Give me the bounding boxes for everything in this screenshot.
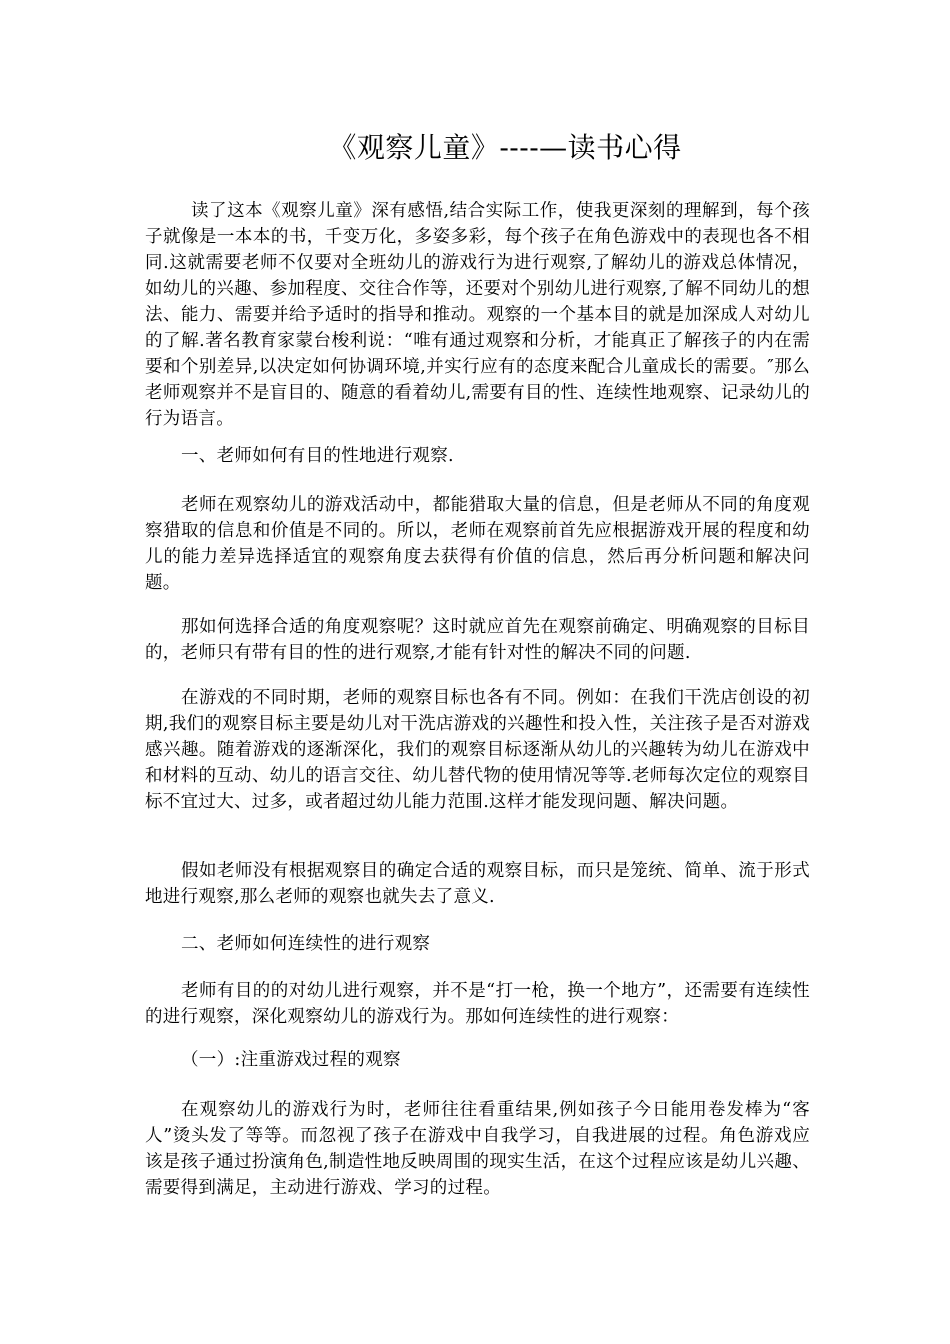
- document-title: 《观察儿童》----—读书心得: [328, 131, 682, 164]
- section-heading-2: 二、老师如何连续性的进行观察: [181, 934, 431, 954]
- paragraph: 假如老师没有根据观察目的确定合适的观察目标，而只是笼统、简单、流于形式地进行观察,那么老师的观察也就失去了意义.: [145, 861, 810, 907]
- paragraph: 老师有目的的对幼儿进行观察，并不是“打一枪，换一个地方”，还需要有连续性的进行观察，深化观察幼儿的游戏行为。那如何连续性的进行观察：: [145, 981, 810, 1027]
- paragraph: 那如何选择合适的角度观察呢？这时就应首先在观察前确定、明确观察的目标目的，老师只有带有目的性的进行观察,才能有针对性的解决不同的问题.: [145, 617, 810, 663]
- paragraph-intro: 读了这本《观察儿童》深有感悟,结合实际工作，使我更深刻的理解到，每个孩子就像是一本本的书，千变万化，多姿多彩，每个孩子在角色游戏中的表现也各不相同.这就需要老师不仅要对全班幼儿的游戏行为进行观察,了解幼儿的游戏总体情况，如幼儿的兴趣、参加程度、交往合作等，还要对个别幼儿进行观察,了解不同幼儿的想法、能力、需要并给予适时的指导和推动。观察的一个基本目的就是加深成人对幼儿的了解.著名教育家蒙台梭利说：“唯有通过观察和分析，才能真正了解孩子的内在需要和个别差异,以决定如何协调环境,并实行应有的态度来配合儿童成长的需要。″那么老师观察并不是盲目的、随意的看着幼儿,需要有目的性、连续性地观察、记录幼儿的行为语言。: [145, 201, 810, 429]
- section-heading-1: 一、老师如何有目的性地进行观察.: [181, 446, 454, 466]
- subsection-heading: （一）:注重游戏过程的观察: [181, 1050, 401, 1070]
- paragraph: 老师在观察幼儿的游戏活动中，都能猎取大量的信息，但是老师从不同的角度观察猎取的信息和价值是不同的。所以，老师在观察前首先应根据游戏开展的程度和幼儿的能力差异选择适宜的观察角度去获得有价值的信息，然后再分析问题和解决问题。: [145, 495, 810, 593]
- paragraph: 在游戏的不同时期，老师的观察目标也各有不同。例如：在我们干洗店创设的初期,我们的观察目标主要是幼儿对干洗店游戏的兴趣性和投入性，关注孩子是否对游戏感兴趣。随着游戏的逐渐深化，我们的观察目标逐渐从幼儿的兴趣转为幼儿在游戏中和材料的互动、幼儿的语言交往、幼儿替代物的使用情况等等.老师每次定位的观察目标不宜过大、过多，或者超过幼儿能力范围.这样才能发现问题、解决问题。: [145, 688, 810, 812]
- paragraph: 在观察幼儿的游戏行为时，老师往往看重结果,例如孩子今日能用卷发棒为“客人”烫头发了等等。而忽视了孩子在游戏中自我学习，自我进展的过程。角色游戏应该是孩子通过扮演角色,制造性地反映周围的现实生活，在这个过程应该是幼儿兴趣、需要得到满足，主动进行游戏、学习的过程。: [145, 1100, 810, 1198]
